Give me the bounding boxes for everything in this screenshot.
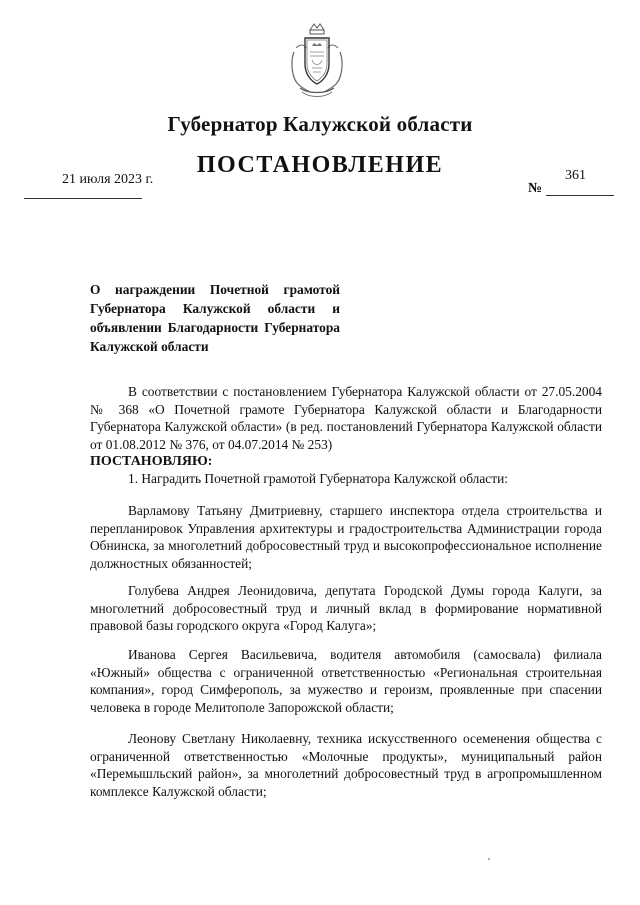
date-underline [24, 198, 142, 199]
awardee-paragraph: Иванова Сергея Васильевича, водителя автомобиля (самосвала) филиала «Южный» общества с ограниченной ответственностью «Региональная строительная компания», город Симферополь, за мужество и героизм, проявленные при спасении человека в городе Мелитополе Запорожской области; [90, 647, 602, 715]
document-date: 21 июля 2023 г. [62, 172, 154, 187]
document-number: 361 [565, 168, 586, 183]
clause-1: 1. Наградить Почетной грамотой Губернатора Калужской области: [128, 471, 508, 486]
preamble-paragraph: В соответствии с постановлением Губернатора Калужской области от 27.05.2004 № 368 «О Почетной грамоте Губернатора Калужской области и Благодарности Губернатора Калужской области» (в ред. постановлений Губернатора Калужской области от 01.08.2012 № 376, от 04.07.2014 № 253) [90, 384, 602, 452]
coat-of-arms-icon [288, 22, 346, 100]
document-type-title: ПОСТАНОВЛЕНИЕ [196, 152, 444, 178]
document-subject: О награждении Почетной грамотой Губернатора Калужской области и объявлении Благодарности Губернатора Калужской области [90, 282, 340, 354]
decree-word: ПОСТАНОВЛЯЮ: [90, 454, 213, 469]
authority-title: Губернатор Калужской области [167, 112, 473, 136]
awardee-paragraph: Варламову Татьяну Дмитриевну, старшего инспектора отдела строительства и перепланировок Управления архитектуры и градостроительства Администрации города Обнинска, за многолетний добросовестный труд и высокопрофессиональное исполнение должностных обязанностей; [90, 503, 602, 571]
number-underline [546, 195, 614, 196]
awardee-paragraph: Леонову Светлану Николаевну, техника искусственного осеменения общества с ограниченной ответственностью «Молочные продукты», муниципальный район «Перемышльский район», за многолетний добросовестный труд в агропромышленном комплексе Калужской области; [90, 731, 602, 799]
number-sign: № [528, 181, 543, 196]
scan-speck [488, 858, 490, 860]
awardee-paragraph: Голубева Андрея Леонидовича, депутата Городской Думы города Калуги, за многолетний добросовестный труд и личный вклад в формирование нормативной правовой базы городского округа «Город Калуга»; [90, 583, 602, 633]
